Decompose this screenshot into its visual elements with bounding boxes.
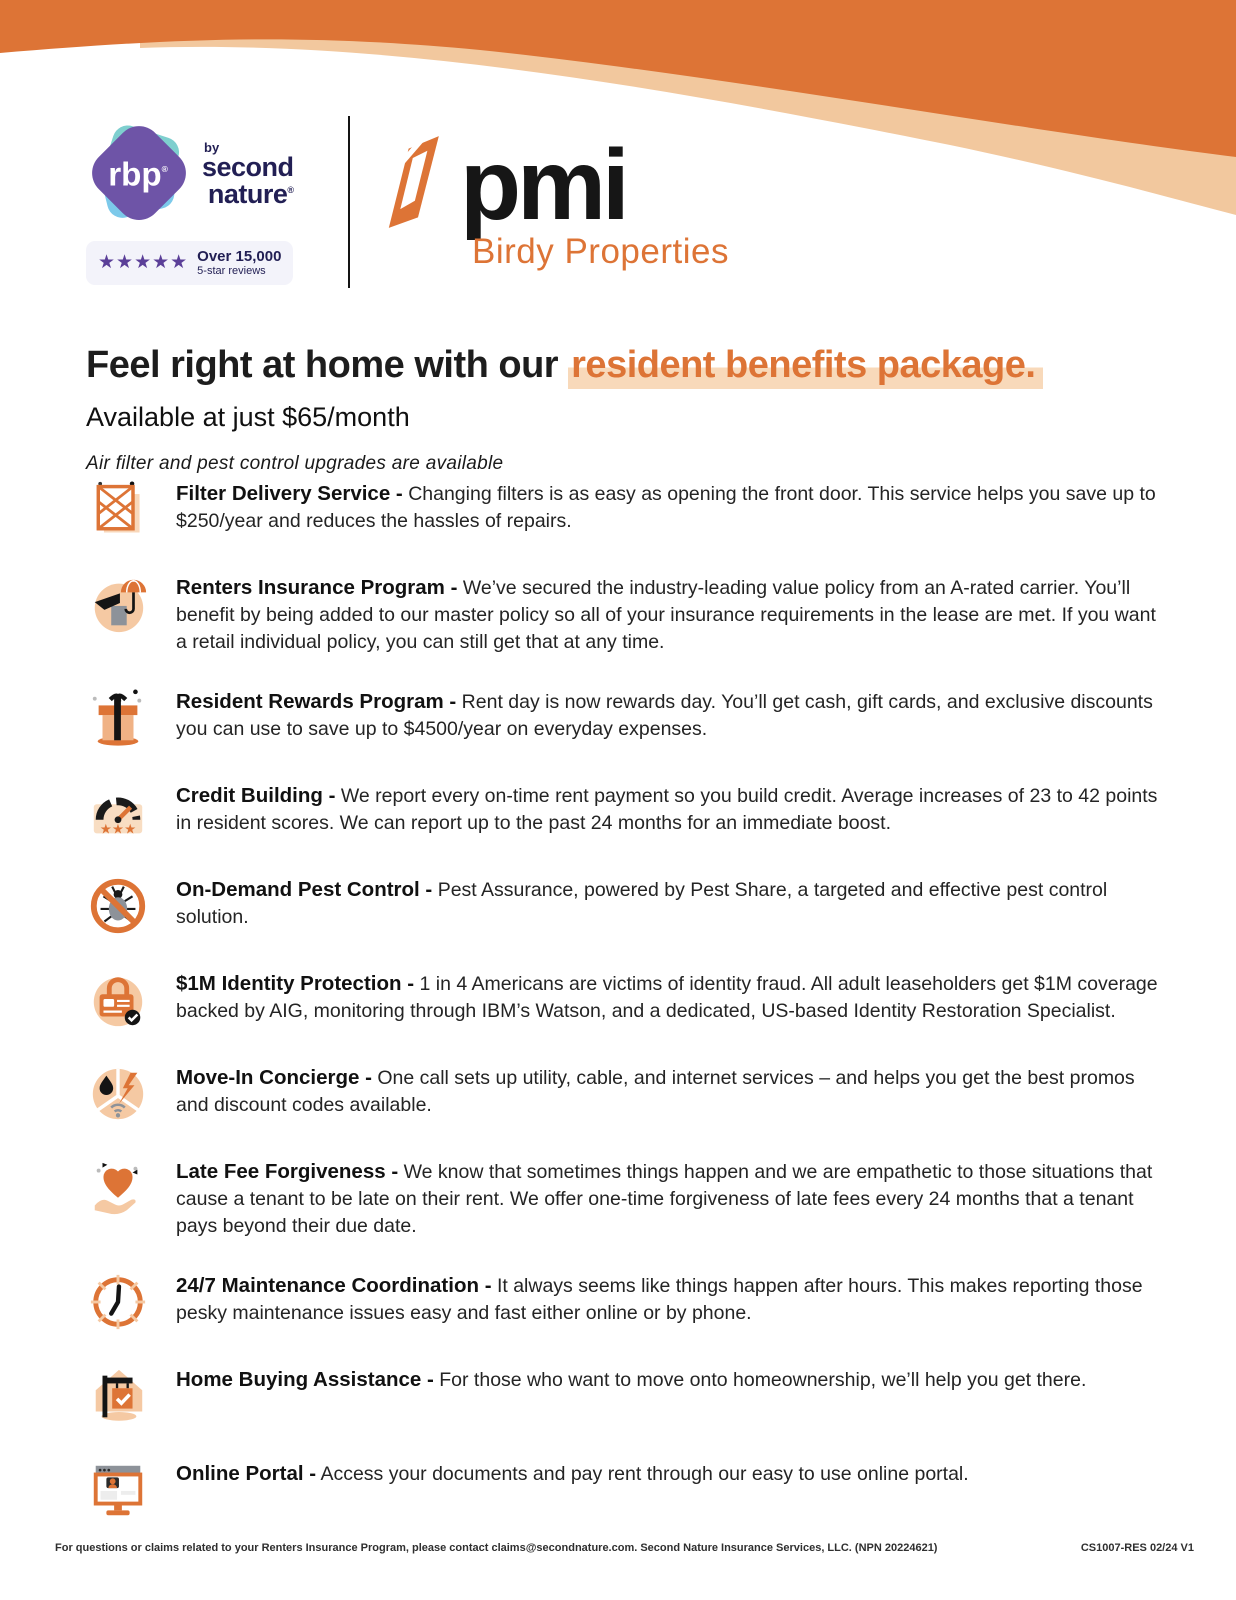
second-nature-wordmark xyxy=(202,141,294,208)
benefit-title: Credit Building - xyxy=(176,784,336,808)
brand-line-second: second xyxy=(202,151,294,182)
benefit-title: Filter Delivery Service - xyxy=(176,482,403,505)
air-filter-icon xyxy=(86,478,150,542)
benefit-description: It always seems like things happen after hours. This makes reporting those pesky maintenance issues easy and fast either online or by phone. xyxy=(176,1275,1143,1325)
gift-icon xyxy=(86,686,150,750)
benefit-description: One call sets up utility, cable, and internet services – and helps you get the best promos and discount codes available. xyxy=(176,1067,1135,1117)
logo-divider xyxy=(348,116,350,288)
footer-document-code: CS1007-RES 02/24 V1 xyxy=(1080,1542,1194,1554)
pmi-company-name: Birdy Properties xyxy=(472,232,729,271)
benefit-renters-insurance xyxy=(86,572,1171,656)
benefit-description: Changing filters is as easy as opening the front door. This service helps you save up to $250/year and reduces the hassles of repairs. xyxy=(176,483,1156,533)
benefit-late-fee-forgiveness xyxy=(86,1156,1171,1240)
credit-gauge-icon xyxy=(86,780,150,844)
benefit-move-in-concierge xyxy=(86,1062,1171,1126)
svg-text:rbp®: rbp® xyxy=(108,156,168,194)
benefit-title: On-Demand Pest Control - xyxy=(176,878,433,902)
upgrades-note: Air filter and pest control upgrades are available xyxy=(86,452,504,474)
benefit-resident-rewards xyxy=(86,686,1171,750)
rbp-logo-block xyxy=(86,119,318,285)
benefit-filter-delivery xyxy=(86,478,1171,542)
benefit-online-portal xyxy=(86,1458,1171,1522)
benefit-description: Pest Assurance, powered by Pest Share, a targeted and effective pest control solution. xyxy=(176,879,1108,929)
benefit-description: We’ve secured the industry-leading value policy from an A-rated carrier. You’ll benefit by being added to our master policy so all of your insurance requirements in the lease are met. If you want a retail individual policy, you can still get that at any time. xyxy=(176,577,1156,654)
rbp-logo-icon xyxy=(86,119,192,229)
pmi-logo-icon xyxy=(380,132,456,232)
benefit-description: 1 in 4 Americans are victims of identity fraud. All adult leaseholders get $1M coverage backed by AIG, monitoring through IBM’s Watson, and a dedicated, US-based Identity Restoration Specialist. xyxy=(176,973,1158,1023)
late-fee-icon xyxy=(86,1156,150,1220)
benefits-list xyxy=(86,478,1171,1522)
renters-insurance-icon xyxy=(86,572,150,636)
benefit-home-buying xyxy=(86,1364,1171,1428)
pmi-wordmark: pmi xyxy=(460,129,626,241)
hero-section xyxy=(86,344,1156,475)
benefit-maintenance-coordination xyxy=(86,1270,1171,1334)
benefit-title: 24/7 Maintenance Coordination - xyxy=(176,1274,492,1298)
benefit-title: $1M Identity Protection - xyxy=(176,972,415,996)
header xyxy=(86,116,729,288)
benefit-title: Late Fee Forgiveness - xyxy=(176,1160,399,1184)
no-pests-icon xyxy=(86,874,150,938)
footer-disclaimer: For questions or claims related to your Renters Insurance Program, please contact claims@secondnature.com. Second Nature Insurance Services, LLC. (NPN 20224621) xyxy=(55,1542,938,1554)
benefit-description: Rent day is now rewards day. You’ll get cash, gift cards, and exclusive discounts you can use to save up to $4500/year on everyday expenses. xyxy=(176,691,1153,741)
benefit-title: Move-In Concierge - xyxy=(176,1066,372,1090)
by-label: by xyxy=(204,139,220,155)
benefit-pest-control xyxy=(86,874,1171,938)
benefit-description: For those who want to move onto homeownership, we’ll help you get there. xyxy=(439,1369,1087,1392)
svg-text:★★★: ★★★ xyxy=(99,821,137,838)
benefit-description: We know that sometimes things happen and we are empathetic to those situations that cause a tenant to be late on their rent. We offer one-time forgiveness of late fees every 24 months that a tenant pays beyond their due date. xyxy=(176,1161,1153,1238)
reviews-badge xyxy=(86,241,293,285)
identity-protection-icon xyxy=(86,968,150,1032)
brand-line-nature: nature® xyxy=(207,178,294,209)
footer xyxy=(55,1542,1194,1554)
pmi-logo-block xyxy=(380,129,729,272)
page-title: Feel right at home with our resident benefits package. xyxy=(86,344,1156,388)
benefit-description: Access your documents and pay rent through our easy to use online portal. xyxy=(320,1463,969,1486)
five-stars-icon: ★★★★★ xyxy=(98,252,189,274)
benefit-title: Resident Rewards Program - xyxy=(176,690,457,714)
maintenance-clock-icon xyxy=(86,1270,150,1334)
price-subtitle: Available at just $65/month xyxy=(86,401,410,432)
benefit-title: Renters Insurance Program - xyxy=(176,576,458,599)
move-in-concierge-icon xyxy=(86,1062,150,1126)
home-buying-icon xyxy=(86,1364,150,1428)
rbp-lockup xyxy=(86,119,318,229)
reviews-label: 5-star reviews xyxy=(197,265,266,278)
benefit-title: Home Buying Assistance - xyxy=(176,1368,434,1392)
benefit-title: Online Portal - xyxy=(176,1462,317,1486)
benefit-credit-building xyxy=(86,780,1171,844)
benefit-identity-protection xyxy=(86,968,1171,1032)
title-highlight: resident benefits package. xyxy=(568,344,1043,389)
benefit-description: We report every on-time rent payment so you build credit. Average increases of 23 to 42 points in resident scores. We can report up to the past 24 months for an immediate boost. xyxy=(176,785,1158,835)
reviews-count: Over 15,000 xyxy=(197,248,282,266)
online-portal-icon xyxy=(86,1458,150,1522)
